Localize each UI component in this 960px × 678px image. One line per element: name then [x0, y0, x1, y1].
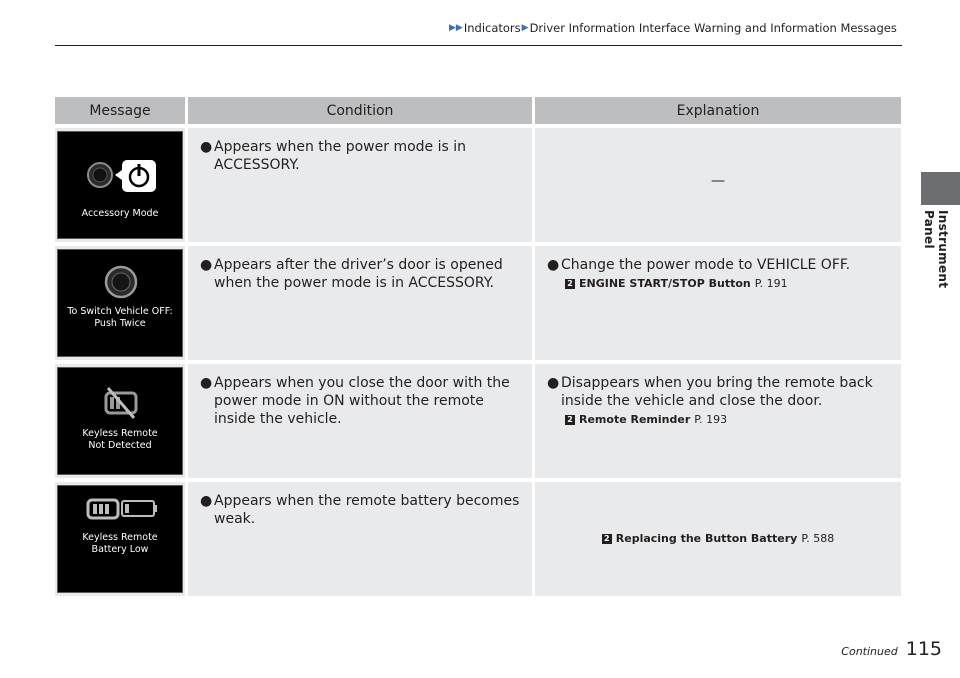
table-row — [55, 246, 901, 360]
reference-page[interactable]: P. 191 — [754, 277, 788, 290]
condition-text: Appears after the driver’s door is opened when the power mode is in ACCESSORY. — [214, 257, 503, 291]
engine-start-button-icon — [58, 250, 183, 310]
condition-cell — [188, 482, 532, 596]
header-rule — [55, 45, 902, 46]
breadcrumb-section[interactable]: Driver Information Interface Warning and Information Messages — [529, 21, 897, 35]
bullet-icon: ● — [200, 257, 213, 273]
screen-text: Accessory Mode — [81, 208, 159, 219]
remote-battery-low-icon — [58, 486, 183, 536]
breadcrumb-indicators[interactable]: Indicators — [463, 21, 521, 35]
table-header — [55, 97, 901, 124]
column-message: Message — [55, 97, 185, 124]
explanation-text: Change the power mode to VEHICLE OFF. — [561, 257, 851, 273]
cross-reference-icon: 2 — [565, 279, 575, 289]
cross-reference[interactable] — [535, 532, 901, 545]
reference-title[interactable]: ENGINE START/STOP Button — [579, 277, 751, 290]
cross-reference-icon: 2 — [602, 534, 612, 544]
condition-text: Appears when the power mode is in ACCESSORY. — [214, 139, 466, 173]
cross-reference-icon: 2 — [565, 415, 575, 425]
breadcrumb — [448, 20, 897, 36]
cross-reference[interactable] — [565, 413, 901, 426]
messages-table — [55, 97, 901, 596]
reference-page[interactable]: P. 588 — [801, 532, 835, 545]
condition-text: Appears when the remote battery becomes weak. — [214, 493, 520, 527]
continued-label: Continued — [841, 645, 898, 658]
screen-text: Keyless Remote — [82, 532, 158, 543]
accessory-mode-screen — [57, 131, 183, 239]
explanation-cell — [535, 364, 901, 478]
table-row — [55, 364, 901, 478]
message-image-cell — [55, 246, 185, 360]
reference-title[interactable]: Replacing the Button Battery — [615, 532, 798, 545]
screen-text: Push Twice — [94, 318, 146, 329]
message-image-cell — [55, 364, 185, 478]
switch-vehicle-off-screen — [57, 249, 183, 357]
bullet-icon: ● — [547, 257, 560, 273]
remote-not-detected-screen — [57, 367, 183, 475]
column-explanation: Explanation — [535, 97, 901, 124]
condition-text: Appears when you close the door with the power mode in ON without the remote inside the vehicle. — [214, 375, 510, 427]
screen-text: To Switch Vehicle OFF: — [67, 306, 173, 317]
explanation-text: Disappears when you bring the remote back inside the vehicle and close the door. — [561, 375, 873, 409]
explanation-cell — [535, 246, 901, 360]
reference-title[interactable]: Remote Reminder — [579, 413, 691, 426]
bullet-icon: ● — [547, 375, 560, 391]
screen-text: Battery Low — [91, 544, 149, 555]
triangle-right-icon: ▶ — [521, 23, 529, 33]
power-button-icon — [58, 132, 183, 202]
cross-reference[interactable] — [565, 277, 901, 290]
table-row — [55, 128, 901, 242]
explanation-cell — [535, 128, 901, 242]
remote-battery-low-screen — [57, 485, 183, 593]
bullet-icon: ● — [200, 493, 213, 509]
screen-text: Not Detected — [88, 440, 152, 451]
section-label: Instrument Panel — [922, 210, 950, 289]
message-image-cell — [55, 482, 185, 596]
table-row — [55, 482, 901, 596]
page-footer — [841, 638, 942, 660]
remote-crossed-out-icon — [58, 368, 183, 428]
reference-page[interactable]: P. 193 — [694, 413, 728, 426]
bullet-icon: ● — [200, 375, 213, 391]
screen-text: Keyless Remote — [82, 428, 158, 439]
message-image-cell — [55, 128, 185, 242]
column-condition: Condition — [188, 97, 532, 124]
bullet-icon: ● — [200, 139, 213, 155]
explanation-text: — — [711, 173, 725, 189]
condition-cell — [188, 128, 532, 242]
explanation-cell — [535, 482, 901, 596]
condition-cell — [188, 364, 532, 478]
triangle-right-icon: ▶▶ — [449, 23, 463, 33]
condition-cell — [188, 246, 532, 360]
section-tab — [921, 172, 960, 205]
page-number: 115 — [905, 638, 942, 660]
